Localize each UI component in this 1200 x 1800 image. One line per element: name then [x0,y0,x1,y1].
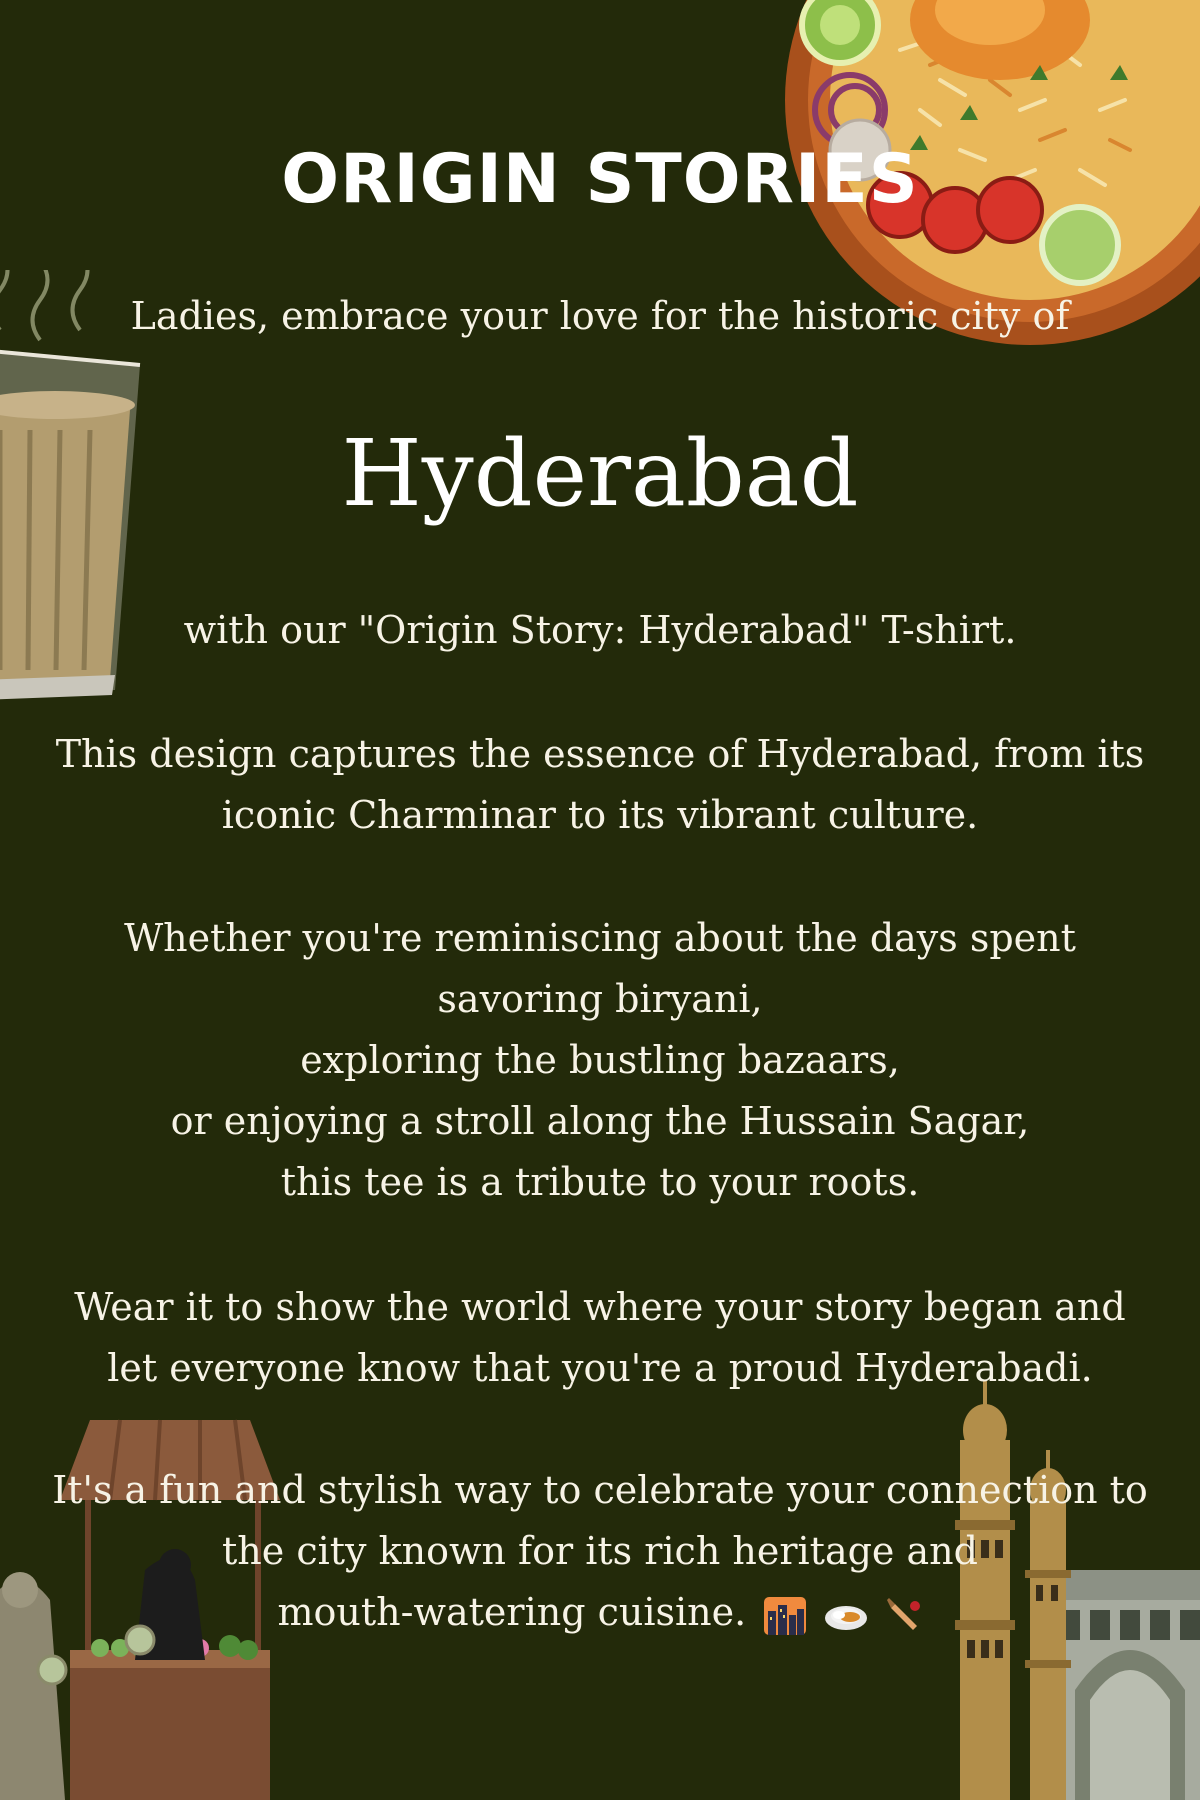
paragraph-line: This design captures the essence of Hyderabad, from its [55,732,1145,776]
page-title: ORIGIN STORIES [281,140,919,219]
paragraph-celebrate [30,1460,1170,1643]
paragraph-line: this tee is a tribute to your roots. [280,1160,920,1204]
paragraph-line: exploring the bustling bazaars, [300,1038,900,1082]
paragraph-line: Whether you're reminiscing about the days spent [124,916,1076,960]
paragraph-line-text: mouth-watering cuisine. [277,1590,747,1634]
cityscape-dusk-icon [764,1597,806,1635]
paragraph-memories [30,908,1170,1213]
paragraph-wear [30,1277,1170,1399]
paragraph-design [30,724,1170,846]
paragraph-line: the city known for its rich heritage and [222,1529,978,1573]
paragraph-line: savoring biryani, [437,977,763,1021]
city-heading: Hyderabad [341,420,859,527]
paragraph-line: Wear it to show the world where your story began and [74,1285,1126,1329]
paragraph-line: It's a fun and stylish way to celebrate your connection to [52,1468,1148,1512]
intro-text: Ladies, embrace your love for the historic city of [130,294,1070,338]
cricket-bat-icon [887,1598,923,1634]
paragraph-line: let everyone know that you're a proud Hyderabadi. [107,1346,1093,1390]
tshirt-line: with our "Origin Story: Hyderabad" T-shirt. [183,608,1017,652]
curry-plate-icon [824,1601,868,1631]
paragraph-line: iconic Charminar to its vibrant culture. [221,793,979,837]
paragraph-line-final [30,1582,1170,1643]
paragraph-line: or enjoying a stroll along the Hussain Sagar, [170,1099,1030,1143]
